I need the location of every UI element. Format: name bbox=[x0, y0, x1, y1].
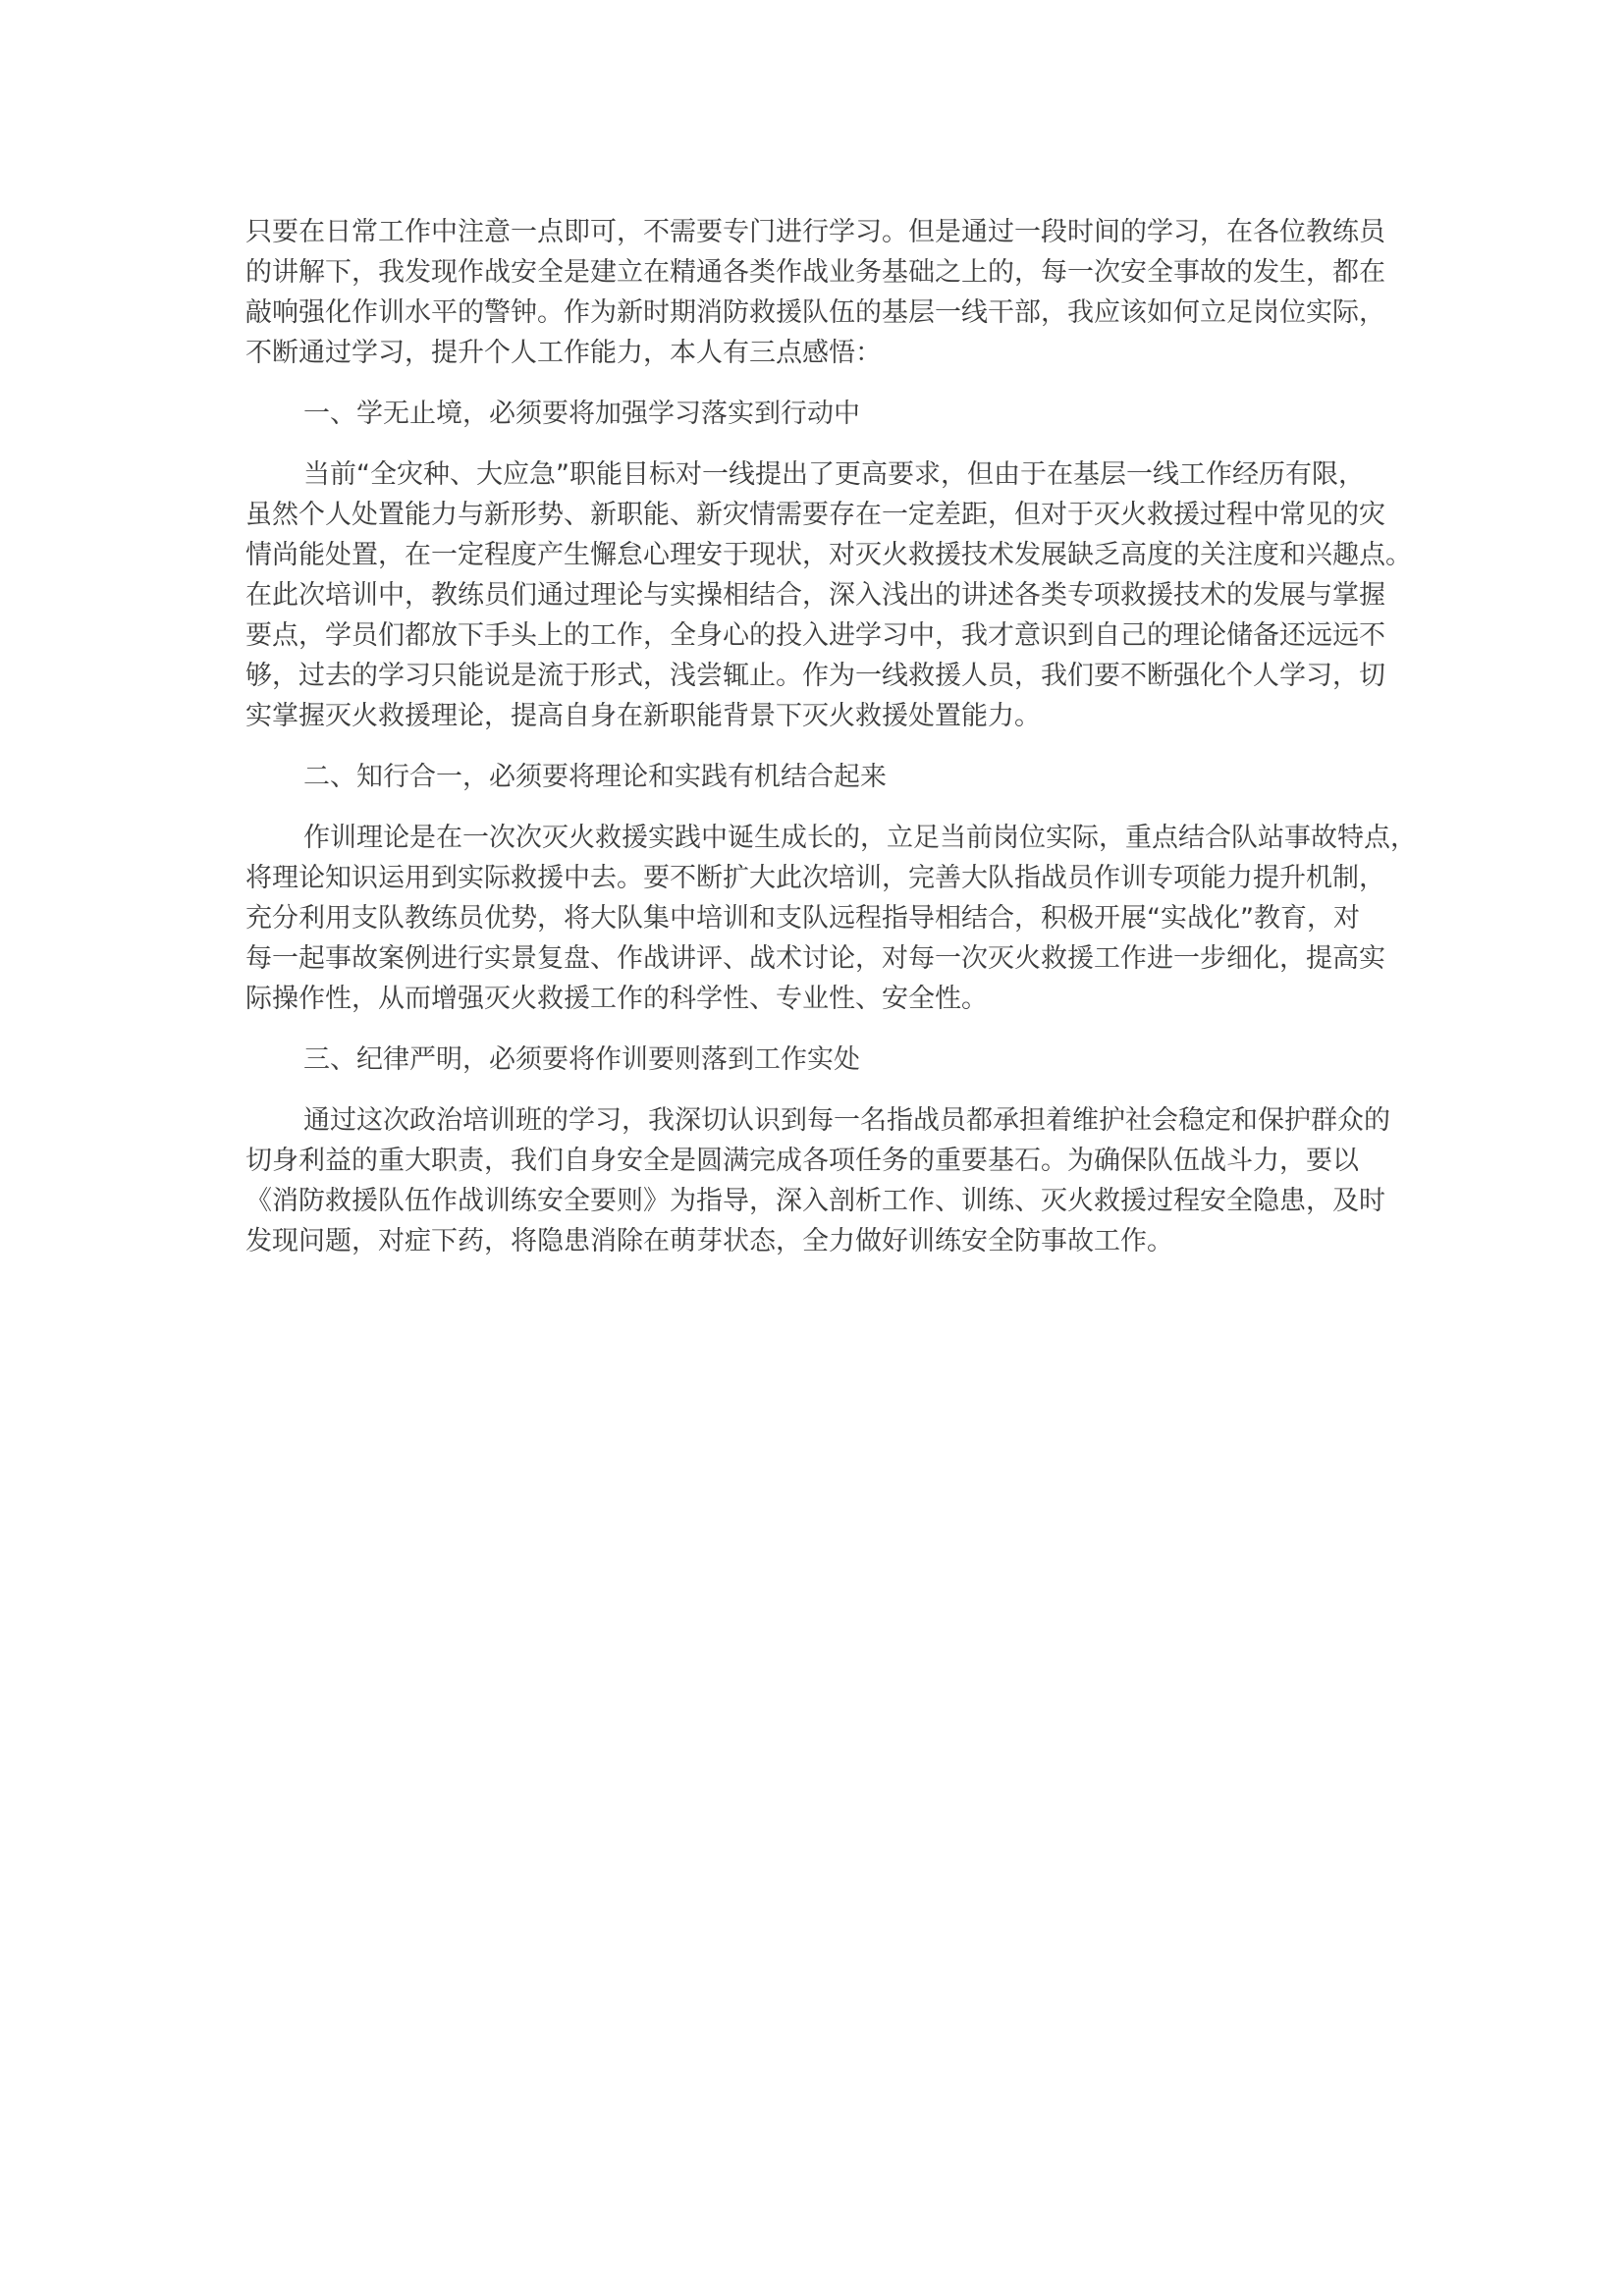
text-line: 在此次培训中，教练员们通过理论与实操相结合，深入浅出的讲述各类专项救援技术的发展与掌握 bbox=[245, 580, 1385, 611]
section-paragraph-2 bbox=[245, 818, 1417, 1019]
text-line: 《消防救援队伍作战训练安全要则》为指导，深入剖析工作、训练、灭火救援过程安全隐患，及时 bbox=[245, 1186, 1385, 1216]
text-line: 只要在日常工作中注意一点即可，不需要专门进行学习。但是通过一段时间的学习，在各位教练员 bbox=[245, 217, 1385, 247]
document-body bbox=[245, 212, 1417, 1282]
text-line: 够，过去的学习只能说是流于形式，浅尝辄止。作为一线救援人员，我们要不断强化个人学习，切 bbox=[245, 661, 1385, 691]
text-line: 要点，学员们都放下手头上的工作，全身心的投入进学习中，我才意识到自己的理论储备还远远不 bbox=[245, 620, 1385, 651]
section-heading: 二、知行合一，必须要将理论和实践有机结合起来 bbox=[303, 762, 887, 792]
section-heading-3 bbox=[245, 1040, 1394, 1080]
section-heading-2 bbox=[245, 757, 1394, 797]
text-line: 发现问题，对症下药，将隐患消除在萌芽状态，全力做好训练安全防事故工作。 bbox=[245, 1226, 1173, 1256]
text-line: 将理论知识运用到实际救援中去。要不断扩大此次培训，完善大队指战员作训专项能力提升机制， bbox=[245, 863, 1385, 893]
text-line: 切身利益的重大职责，我们自身安全是圆满完成各项任务的重要基石。为确保队伍战斗力，要以 bbox=[245, 1146, 1359, 1176]
text-line: 的讲解下，我发现作战安全是建立在精通各类作战业务基础之上的，每一次安全事故的发生，都在 bbox=[245, 257, 1385, 288]
section-heading: 一、学无止境，必须要将加强学习落实到行动中 bbox=[303, 399, 860, 429]
text-line: 通过这次政治培训班的学习，我深切认识到每一名指战员都承担着维护社会稳定和保护群众的 bbox=[303, 1105, 1390, 1136]
section-paragraph-1 bbox=[245, 454, 1412, 736]
intro-paragraph bbox=[245, 212, 1394, 373]
text-line: 不断通过学习，提升个人工作能力，本人有三点感悟： bbox=[245, 338, 882, 368]
text-line: 实掌握灭火救援理论，提高自身在新职能背景下灭火救援处置能力。 bbox=[245, 701, 1041, 731]
text-line: 敲响强化作训水平的警钟。作为新时期消防救援队伍的基层一线干部，我应该如何立足岗位实际， bbox=[245, 297, 1385, 328]
text-line: 当前“全灾种、大应急”职能目标对一线提出了更高要求，但由于在基层一线工作经历有限， bbox=[303, 459, 1365, 490]
text-line: 情尚能处置，在一定程度产生懈怠心理安于现状，对灭火救援技术发展缺乏高度的关注度和兴趣点。 bbox=[245, 540, 1412, 570]
text-line: 每一起事故案例进行实景复盘、作战讲评、战术讨论，对每一次灭火救援工作进一步细化，提高实 bbox=[245, 943, 1385, 974]
text-line: 际操作性，从而增强灭火救援工作的科学性、专业性、安全性。 bbox=[245, 984, 988, 1014]
text-line: 虽然个人处置能力与新形势、新职能、新灾情需要存在一定差距，但对于灭火救援过程中常见的灾 bbox=[245, 500, 1385, 530]
section-paragraph-3 bbox=[245, 1100, 1394, 1261]
section-heading-1 bbox=[245, 394, 1394, 434]
text-line: 充分利用支队教练员优势，将大队集中培训和支队远程指导相结合，积极开展“实战化”教育，对 bbox=[245, 903, 1360, 934]
text-line: 作训理论是在一次次灭火救援实践中诞生成长的，立足当前岗位实际，重点结合队站事故特点， bbox=[303, 823, 1417, 853]
section-heading: 三、纪律严明，必须要将作训要则落到工作实处 bbox=[303, 1044, 860, 1075]
